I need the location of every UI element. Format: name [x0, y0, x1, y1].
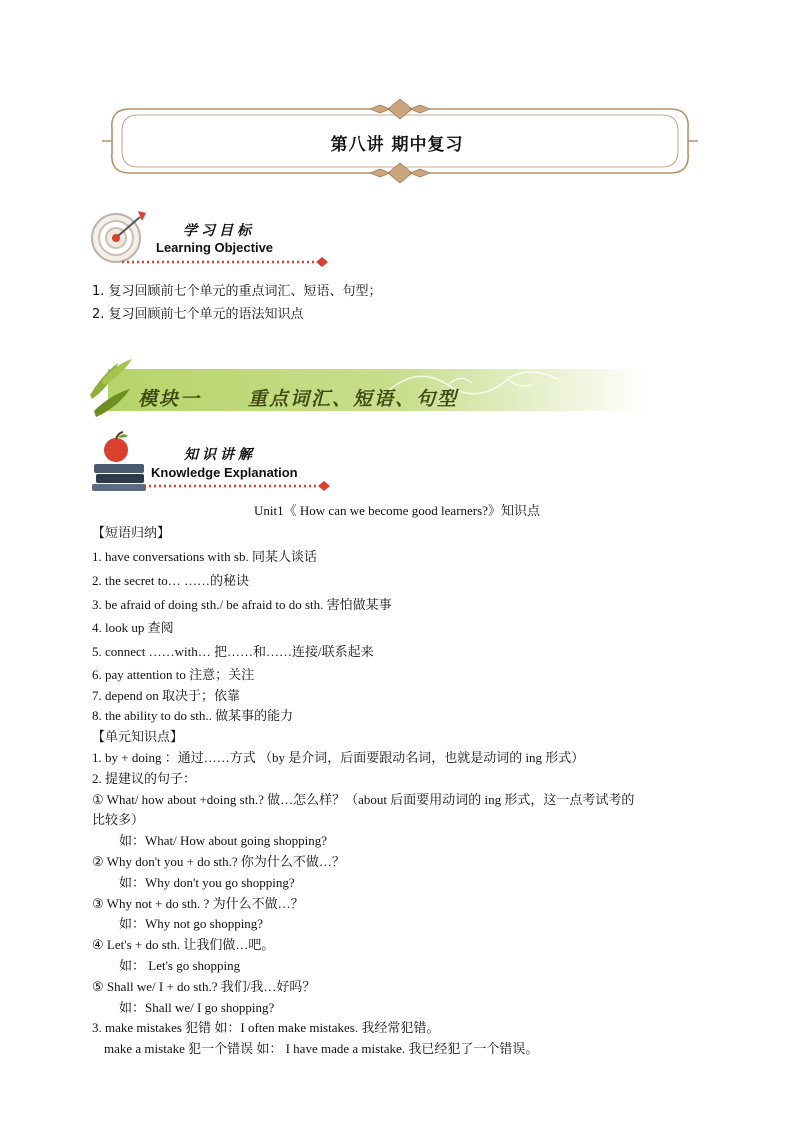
phrase-item: 2. the secret to… ……的秘诀 [92, 573, 250, 588]
phrase-item: 6. pay attention to 注意；关注 [92, 667, 255, 682]
dotted-divider [142, 480, 332, 492]
dotted-divider [120, 256, 330, 268]
learning-objective-en: Learning Objective [156, 240, 274, 255]
learning-objective-cn: 学习目标 [183, 223, 255, 239]
example-item: 如：Shall we/ I go shopping? [119, 1000, 275, 1015]
section-heading: 【单元知识点】 [92, 729, 184, 744]
point-item: 3. make mistakes 犯错 如：I often make mistakes. 我经常犯错。 [92, 1020, 440, 1035]
knowledge-en: Knowledge Explanation [151, 465, 298, 480]
example-item: 如： Let's go shopping [119, 958, 241, 973]
module-number: 模块一 [138, 388, 202, 410]
suggestion-item: ⑤ Shall we/ I + do sth.? 我们/我…好吗？ [92, 979, 316, 994]
suggestion-item: ① What/ how about +doing sth.? 做…怎么样？（about 后面要用动词的 ing 形式，这一点考试考的 [92, 792, 635, 807]
point-item: 1. by + doing ：通过……方式 （by 是介词，后面要跟动名词，也就是动词的 ing 形式） [92, 750, 585, 765]
module-name: 重点词汇、短语、句型 [248, 388, 459, 410]
phrase-item: 7. depend on 取决于；依靠 [92, 688, 241, 703]
objective-item: 2. 复习回顾前七个单元的语法知识点 [92, 307, 304, 322]
suggestion-item: ② Why don't you + do sth.? 你为什么不做…？ [92, 854, 345, 869]
unit-title: Unit1《 How can we become good learners?》知识点 [254, 503, 540, 518]
point-item: make a mistake 犯一个错误 如： I have made a mistake. 我已经犯了一个错误。 [104, 1041, 539, 1056]
phrase-item: 8. the ability to do sth.. 做某事的能力 [92, 708, 294, 723]
suggestion-item: 比较多） [92, 812, 145, 827]
objective-item: 1. 复习回顾前七个单元的重点词汇、短语、句型； [92, 284, 382, 299]
example-item: 如：Why don't you go shopping? [119, 875, 295, 890]
point-item: 2. 提建议的句子： [92, 771, 197, 786]
section-heading: 【短语归纳】 [92, 525, 171, 540]
phrase-item: 3. be afraid of doing sth./ be afraid to do sth. 害怕做某事 [92, 597, 392, 612]
knowledge-cn: 知识讲解 [184, 447, 256, 463]
phrase-item: 1. have conversations with sb. 同某人谈话 [92, 549, 317, 564]
page-title: 第八讲 期中复习 [330, 135, 464, 155]
suggestion-item: ③ Why not + do sth. ? 为什么不做…？ [92, 896, 304, 911]
phrase-item: 4. look up 查阅 [92, 620, 174, 635]
suggestion-item: ④ Let's + do sth. 让我们做…吧。 [92, 937, 275, 952]
apple-books-icon [90, 430, 150, 492]
example-item: 如：What/ How about going shopping? [119, 833, 327, 848]
phrase-item: 5. connect ……with… 把……和……连接/联系起来 [92, 644, 374, 659]
example-item: 如：Why not go shopping? [119, 916, 264, 931]
